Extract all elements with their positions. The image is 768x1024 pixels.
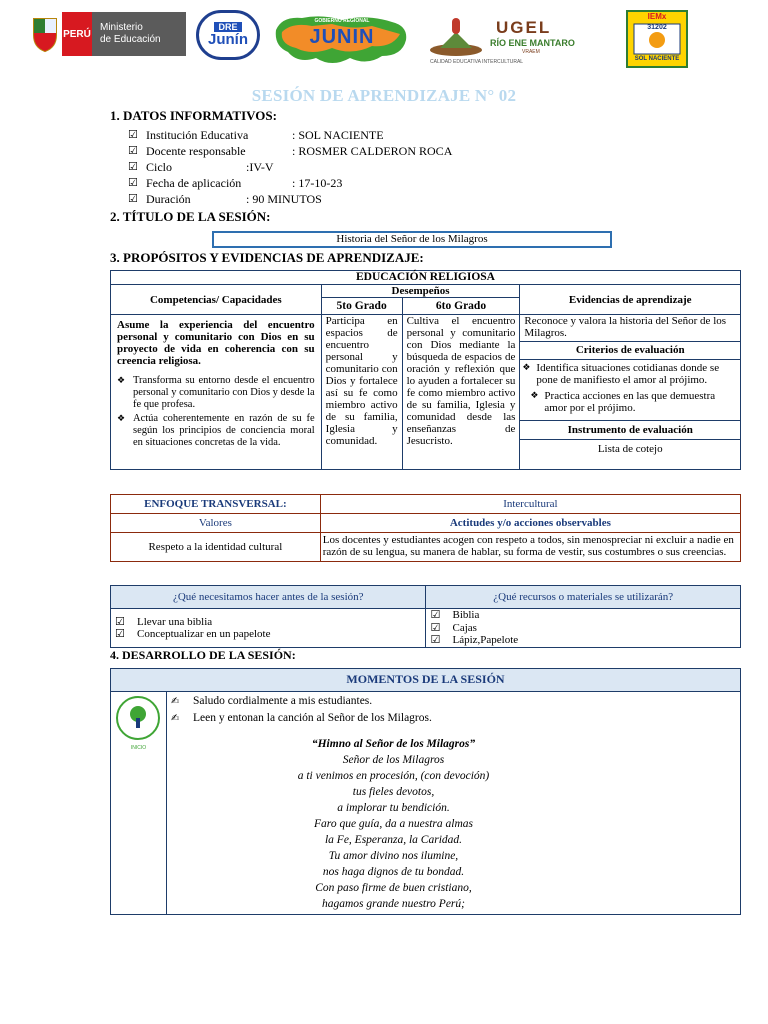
checkbox-checked-icon: ☑ (430, 608, 441, 621)
hymn-line: Faro que guía, da a nuestra almas (314, 818, 473, 830)
criterio-text: Identifica situaciones cotidianas donde se pone de manifiesto el amor al prójimo. (536, 362, 720, 386)
area-header: EDUCACIÓN RELIGIOSA (111, 271, 741, 285)
evidencias-header: Evidencias de aprendizaje (520, 285, 741, 315)
hymn-line: nos haga dignos de tu bondad. (322, 866, 465, 878)
ugel-logo (426, 12, 592, 68)
checkbox-checked-icon: ☑ (128, 128, 138, 141)
momentos-content (166, 692, 740, 915)
hymn-line: la Fe, Esperanza, la Caridad. (324, 834, 463, 846)
step-item (171, 711, 736, 726)
competencias-header: Competencias/ Capacidades (111, 285, 322, 315)
info-value-fecha: : 17-10-23 (292, 176, 343, 190)
info-row-institucion (128, 127, 138, 142)
dre-junin-label: Junín (208, 31, 248, 48)
gobierno-regional-junin-logo (272, 12, 412, 68)
info-value-ciclo: :IV-V (246, 160, 274, 174)
hymn-line: Con paso firme de buen cristiano, (315, 882, 472, 894)
antes-list (111, 609, 426, 648)
peru-coat-of-arms-icon (28, 12, 62, 56)
hymn-block (51, 736, 736, 912)
info-label-duracion: Duración (146, 192, 191, 206)
dre-junin-logo (196, 10, 260, 60)
peru-country-label: PERÚ (62, 12, 92, 56)
propositos-table (110, 270, 741, 470)
hymn-line: a implorar tu bendición. (337, 802, 450, 814)
antes-item (115, 616, 421, 628)
preparacion-table (110, 585, 741, 648)
info-label-institucion: Institución Educativa (146, 128, 249, 142)
section4-heading: 4. DESARROLLO DE LA SESIÓN: (110, 648, 296, 662)
desempenos-header: Desempeños (321, 285, 520, 298)
section2-heading: 2. TÍTULO DE LA SESIÓN: (110, 209, 271, 224)
checkbox-checked-icon: ☑ (115, 614, 125, 628)
hymn-line: Señor de los Milagros (342, 754, 445, 766)
ugel-region-label: VRAEM (522, 49, 540, 55)
evidencia-cell (520, 315, 741, 342)
diamond-bullet-icon: ❖ (530, 391, 539, 401)
antes-item-text: Llevar una biblia (137, 615, 213, 628)
recurso-item-text: Cajas (452, 621, 477, 634)
recurso-item (430, 622, 736, 635)
checkbox-checked-icon: ☑ (115, 626, 125, 640)
peru-ministry-logo (28, 12, 186, 56)
recurso-item-text: Biblia (452, 609, 480, 621)
checkbox-checked-icon: ☑ (128, 144, 138, 157)
enfoque-table (110, 494, 741, 562)
region-small-label: GOBIERNO REGIONAL (314, 18, 370, 24)
antes-header: ¿Qué necesitamos hacer antes de la sesión? (111, 586, 426, 609)
checkbox-checked-icon: ☑ (128, 176, 138, 189)
desempeno-5to-cell: Participa en espacios de encuentro personal y comunitario con Dios y fortalece así su fe como miembro activo de su familia, Iglesia y comunidad. (321, 315, 402, 470)
instrumento-cell (520, 421, 741, 470)
info-row-duracion (128, 191, 138, 206)
step-text: Leen y entonan la canción al Señor de los Milagros. (192, 712, 432, 724)
info-label-docente: Docente responsable (146, 144, 246, 158)
hymn-line: tus fieles devotos, (352, 786, 435, 798)
inicio-tree-icon (116, 696, 160, 740)
school-code-label: 31202 (647, 24, 667, 31)
dre-label: DRE (214, 22, 241, 32)
criterios-header: Criterios de evaluación (520, 344, 740, 360)
info-row-ciclo (128, 159, 138, 174)
ugel-emblem-icon (426, 14, 486, 58)
enfoque-label: ENFOQUE TRANSVERSAL: (111, 495, 321, 514)
info-row-docente (128, 143, 138, 158)
momentos-header: MOMENTOS DE LA SESIÓN (111, 669, 741, 692)
antes-item (115, 628, 421, 640)
hymn-line: Tu amor divino nos ilumine, (328, 850, 459, 862)
info-label-fecha: Fecha de aplicación (146, 176, 242, 190)
criterio-item (520, 360, 740, 386)
capacidad-item (117, 413, 315, 449)
checkbox-checked-icon: ☑ (128, 192, 138, 205)
school-logo (626, 10, 688, 68)
writing-hand-icon: ✍ (170, 696, 180, 707)
ministry-label (92, 12, 186, 56)
evidencia-text: Reconoce y valora la historia del Señor de los Milagros. (524, 315, 727, 339)
page-title: SESIÓN DE APRENDIZAJE N° 02 (251, 86, 517, 105)
checkbox-checked-icon: ☑ (430, 620, 441, 634)
hymn-title: “Himno al Señor de los Milagros” (311, 738, 476, 750)
section3-heading: 3. PROPÓSITOS Y EVIDENCIAS DE APRENDIZAJE: (110, 250, 424, 265)
diamond-bullet-icon: ❖ (117, 414, 126, 424)
criterio-text: Practica acciones en las que demuestra amor por el prójimo. (544, 390, 716, 414)
ugel-name-label: UGEL (496, 18, 552, 37)
actitudes-header: Actitudes y/o acciones observables (320, 514, 740, 533)
antes-item-text: Conceptualizar en un papelote (137, 627, 271, 640)
capacidad-item (117, 375, 315, 411)
info-value-duracion: : 90 MINUTOS (246, 192, 322, 206)
ugel-caption-label: CALIDAD EDUCATIVA INTERCULTURAL (430, 59, 524, 65)
valores-header: Valores (111, 514, 321, 533)
ministry-line2: de Educación (100, 34, 161, 45)
momentos-table (110, 668, 741, 915)
ugel-sub-label: RÍO ENE MANTARO (490, 38, 575, 48)
grado-6-header: 6to Grado (402, 298, 520, 315)
school-name-label: SOL NACIENTE (634, 56, 680, 62)
valor-cell: Respeto a la identidad cultural (111, 533, 321, 562)
capacidad-text: Actúa coherentemente en razón de su fe según los principios de conciencia moral en situaciones concretas de la vida. (133, 413, 315, 448)
criterio-item (520, 386, 740, 418)
checkbox-checked-icon: ☑ (128, 160, 138, 173)
competencia-cell (111, 315, 322, 470)
info-value-institucion: : SOL NACIENTE (292, 128, 384, 142)
school-top-label: IEMx (647, 12, 667, 21)
hymn-line: hagamos grande nuestro Perú; (321, 898, 465, 910)
step-item (171, 694, 736, 709)
recursos-list (426, 609, 741, 648)
writing-hand-icon: ✍ (170, 713, 180, 724)
diamond-bullet-icon: ❖ (117, 376, 126, 386)
competencia-text: Asume la experiencia del encuentro personal y comunitario con Dios en su proyecto de vida en coherencia con su creencia religiosa. (117, 319, 315, 367)
recursos-header: ¿Qué recursos o materiales se utilizarán? (426, 586, 741, 609)
recurso-item (430, 609, 736, 622)
instrumento-header: Instrumento de evaluación (520, 421, 740, 440)
capacidad-text: Transforma su entorno desde el encuentro personal y comunitario con Dios y desde la fe que profesa. (133, 375, 315, 410)
info-label-ciclo: Ciclo (146, 160, 172, 174)
grado-5-header: 5to Grado (321, 298, 402, 315)
region-name-label: JUNIN (309, 26, 375, 48)
diamond-bullet-icon: ❖ (522, 363, 531, 373)
actitud-cell: Los docentes y estudiantes acogen con respeto a todos, sin menospreciar ni excluir a nadie en razón de su lengua, su manera de hablar, su forma de vestir, sus costumbres o sus creencias. (320, 533, 740, 562)
instrumento-value: Lista de cotejo (597, 443, 663, 455)
info-value-docente: : ROSMER CALDERON ROCA (292, 144, 453, 158)
inicio-label: INICIO (130, 745, 147, 751)
enfoque-value: Intercultural (320, 495, 740, 514)
session-title-box: Historia del Señor de los Milagros (212, 231, 612, 248)
recurso-item-text: Lápiz,Papelote (452, 634, 519, 646)
hymn-line: a ti venimos en procesión, (con devoción) (297, 770, 490, 782)
section1-heading: 1. DATOS INFORMATIVOS: (110, 108, 277, 123)
criterios-cell (520, 342, 741, 421)
step-text: Saludo cordialmente a mis estudiantes. (192, 695, 373, 707)
recurso-item (430, 634, 736, 647)
ministry-line1: Ministerio (100, 22, 143, 33)
info-row-fecha (128, 175, 138, 190)
checkbox-checked-icon: ☑ (430, 633, 441, 646)
desempeno-6to-cell: Cultiva el encuentro personal y comunitario con Dios mediante la búsqueda de espacios de oración y reflexión que lo ayuden a fortalecer su fe como miembro activo de su familia, Iglesia y comunidad desde las enseñanzas de Jesucristo. (402, 315, 520, 470)
